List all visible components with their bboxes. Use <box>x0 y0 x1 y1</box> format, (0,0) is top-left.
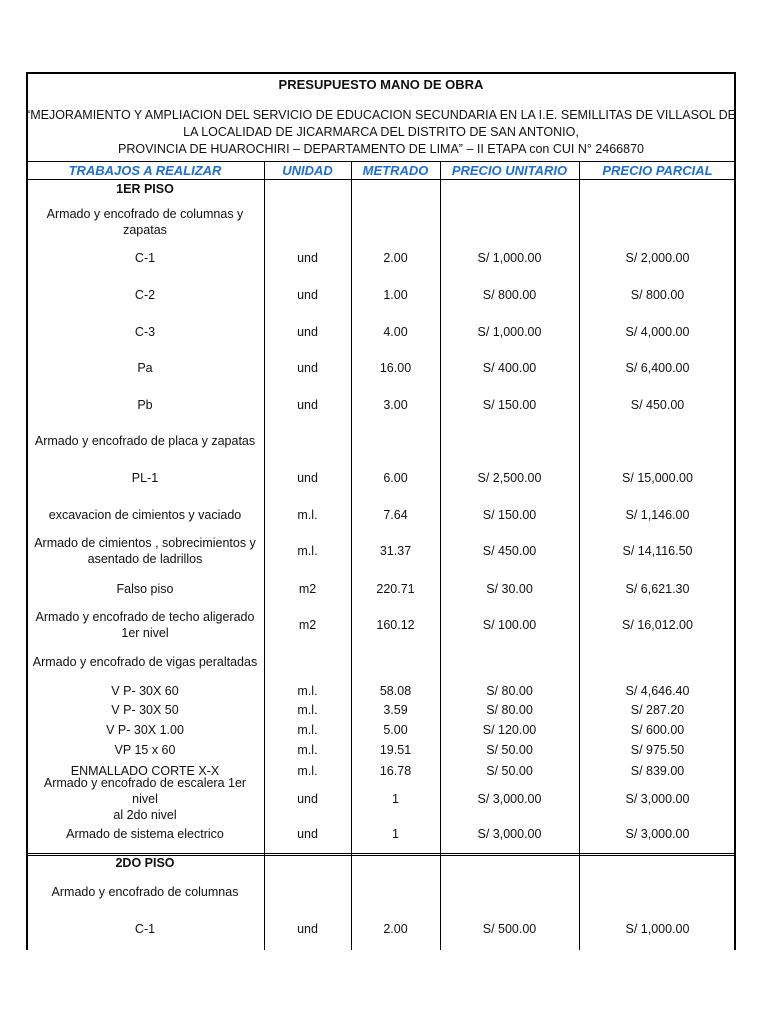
cell-precio-parcial: S/ 1,146.00 <box>625 508 690 522</box>
cell-metrado: 5.00 <box>383 723 408 737</box>
cell-metrado: 3.59 <box>383 703 408 717</box>
cell-metrado: 220.71 <box>376 582 415 596</box>
item-description <box>30 468 260 488</box>
cell-precio-parcial: S/ 3,000.00 <box>625 792 690 806</box>
cell-unidad: und <box>297 792 318 806</box>
cell-metrado: 19.51 <box>379 743 412 757</box>
group-label-line: Armado y encofrado de vigas peraltadas <box>32 655 258 669</box>
item-description-line: excavacion de cimientos y vaciado <box>48 508 242 522</box>
cell-metrado: 58.08 <box>379 684 412 698</box>
item-description-line: V P- 30X 1.00 <box>106 723 184 737</box>
item-description-line: C-1 <box>134 922 156 936</box>
item-description <box>30 358 260 378</box>
group-label-line: Armado y encofrado de placa y zapatas <box>34 434 256 448</box>
cell-unidad: m.l. <box>297 723 318 737</box>
item-description-line: ENMALLADO CORTE X-X <box>70 764 220 778</box>
group-label-line: Armado y encofrado de columnas y <box>46 207 244 221</box>
item-description <box>30 505 260 525</box>
frame-left <box>26 72 28 950</box>
cell-unidad: und <box>297 922 318 936</box>
item-description <box>30 824 260 844</box>
cell-precio-unitario: S/ 400.00 <box>482 361 537 375</box>
cell-unidad: m.l. <box>297 544 318 558</box>
cell-metrado: 16.78 <box>379 764 412 778</box>
item-description <box>30 322 260 342</box>
frame-top <box>26 72 736 74</box>
cell-unidad: und <box>297 471 318 485</box>
item-description <box>30 776 260 822</box>
cell-metrado: 2.00 <box>383 922 408 936</box>
item-description-line: C-1 <box>134 251 156 265</box>
cell-precio-parcial: S/ 4,646.40 <box>625 684 690 698</box>
cell-metrado: 3.00 <box>383 398 408 412</box>
header-trabajos: TRABAJOS A REALIZAR <box>68 162 222 178</box>
cell-precio-parcial: S/ 6,400.00 <box>625 361 690 375</box>
cell-metrado: 1.00 <box>383 288 408 302</box>
cell-precio-parcial: S/ 1,000.00 <box>625 922 690 936</box>
cell-precio-parcial: S/ 4,000.00 <box>625 325 690 339</box>
cell-precio-unitario: S/ 50.00 <box>486 764 533 778</box>
cell-precio-unitario: S/ 2,500.00 <box>477 471 542 485</box>
item-description-line: V P- 30X 50 <box>111 703 179 717</box>
cell-unidad: m.l. <box>297 743 318 757</box>
cell-precio-parcial: S/ 450.00 <box>630 398 685 412</box>
section-label: 1ER PISO <box>116 182 174 196</box>
group-label <box>30 204 260 240</box>
cell-precio-parcial: S/ 287.20 <box>630 703 685 717</box>
cell-metrado: 2.00 <box>383 251 408 265</box>
item-description-line: 1er nivel <box>121 626 169 640</box>
cell-precio-parcial: S/ 3,000.00 <box>625 827 690 841</box>
cell-precio-parcial: S/ 2,000.00 <box>625 251 690 265</box>
item-description <box>30 700 260 720</box>
section-label: 2DO PISO <box>115 856 175 870</box>
item-description-line: VP 15 x 60 <box>114 743 176 757</box>
cell-precio-parcial: S/ 975.50 <box>630 743 685 757</box>
document-subtitle-line: “MEJORAMIENTO Y AMPLIACION DEL SERVICIO DE EDUCACION SECUNDARIA EN LA I.E. SEMILLITAS DE VILLASOL DE <box>26 108 736 122</box>
cell-unidad: m.l. <box>297 508 318 522</box>
cell-precio-parcial: S/ 6,621.30 <box>625 582 690 596</box>
cell-precio-unitario: S/ 80.00 <box>486 684 533 698</box>
cell-unidad: und <box>297 251 318 265</box>
cell-precio-unitario: S/ 3,000.00 <box>477 827 542 841</box>
cell-metrado: 31.37 <box>379 544 412 558</box>
group-label-line: Armado y encofrado de columnas <box>51 885 239 899</box>
item-description <box>30 395 260 415</box>
group-label <box>30 882 260 902</box>
cell-metrado: 7.64 <box>383 508 408 522</box>
item-description-line: Armado y encofrado de techo aligerado <box>35 610 255 624</box>
cell-unidad: und <box>297 361 318 375</box>
cell-metrado: 6.00 <box>383 471 408 485</box>
item-description <box>30 681 260 701</box>
cell-unidad: und <box>297 325 318 339</box>
header-unidad: UNIDAD <box>282 162 333 178</box>
document-subtitle-line: PROVINCIA DE HUAROCHIRI – DEPARTAMENTO DE LIMA” – II ETAPA con CUI N° 2466870 <box>118 142 644 156</box>
cell-metrado: 1 <box>392 792 399 806</box>
item-description-line: asentado de ladrillos <box>87 552 203 566</box>
item-description <box>30 285 260 305</box>
header-precio-parcial: PRECIO PARCIAL <box>602 162 713 178</box>
cell-unidad: m2 <box>298 618 317 632</box>
cell-precio-unitario: S/ 80.00 <box>486 703 533 717</box>
item-description-line: C-3 <box>134 325 156 339</box>
cell-unidad: m2 <box>298 582 317 596</box>
item-description-line: PL-1 <box>131 471 159 485</box>
cell-unidad: m.l. <box>297 764 318 778</box>
cell-precio-parcial: S/ 14,116.50 <box>622 544 693 558</box>
cell-precio-parcial: S/ 839.00 <box>630 764 685 778</box>
item-description <box>30 720 260 740</box>
cell-precio-parcial: S/ 600.00 <box>630 723 685 737</box>
group-label-line: zapatas <box>123 223 167 237</box>
item-description-line: al 2do nivel <box>113 808 177 822</box>
cell-precio-parcial: S/ 800.00 <box>630 288 685 302</box>
cell-precio-parcial: S/ 16,012.00 <box>622 618 693 632</box>
item-description-line: V P- 30X 60 <box>111 684 179 698</box>
item-description-line: Armado y encofrado de escalera 1er nivel <box>43 776 247 806</box>
item-description-line: Armado de sistema electrico <box>66 827 224 841</box>
cell-precio-unitario: S/ 500.00 <box>482 922 537 936</box>
cell-precio-unitario: S/ 450.00 <box>482 544 537 558</box>
cell-metrado: 4.00 <box>383 325 408 339</box>
document-title: PRESUPUESTO MANO DE OBRA <box>278 77 484 92</box>
group-label <box>30 652 260 672</box>
item-description-line: Falso piso <box>116 582 174 596</box>
budget-sheet <box>26 72 736 950</box>
cell-unidad: und <box>297 827 318 841</box>
cell-metrado: 1 <box>392 827 399 841</box>
group-label <box>30 431 260 451</box>
cell-unidad: m.l. <box>297 684 318 698</box>
cell-precio-unitario: S/ 3,000.00 <box>477 792 542 806</box>
item-description <box>30 607 260 643</box>
cell-metrado: 16.00 <box>379 361 412 375</box>
document-subtitle-line: LA LOCALIDAD DE JICARMARCA DEL DISTRITO DE SAN ANTONIO, <box>183 125 579 139</box>
cell-precio-unitario: S/ 150.00 <box>482 508 537 522</box>
cell-precio-parcial: S/ 15,000.00 <box>622 471 693 485</box>
cell-precio-unitario: S/ 1,000.00 <box>477 325 542 339</box>
cell-precio-unitario: S/ 120.00 <box>482 723 537 737</box>
item-description-line: Armado de cimientos , sobrecimientos y <box>34 536 256 550</box>
header-bottom-border <box>26 179 736 180</box>
item-description <box>30 919 260 939</box>
cell-metrado: 160.12 <box>376 618 415 632</box>
item-description-line: Pb <box>137 398 153 412</box>
item-description <box>30 740 260 760</box>
header-metrado: METRADO <box>362 162 429 178</box>
item-description <box>30 533 260 569</box>
cell-unidad: und <box>297 288 318 302</box>
cell-precio-unitario: S/ 50.00 <box>486 743 533 757</box>
item-description-line: C-2 <box>134 288 156 302</box>
cell-precio-unitario: S/ 1,000.00 <box>477 251 542 265</box>
section-separator <box>26 853 736 854</box>
cell-unidad: m.l. <box>297 703 318 717</box>
item-description <box>30 579 260 599</box>
item-description <box>30 248 260 268</box>
cell-precio-unitario: S/ 800.00 <box>482 288 537 302</box>
cell-precio-unitario: S/ 100.00 <box>482 618 537 632</box>
cell-precio-unitario: S/ 150.00 <box>482 398 537 412</box>
cell-unidad: und <box>297 398 318 412</box>
header-precio-unitario: PRECIO UNITARIO <box>451 162 568 178</box>
item-description-line: Pa <box>137 361 153 375</box>
cell-precio-unitario: S/ 30.00 <box>486 582 533 596</box>
